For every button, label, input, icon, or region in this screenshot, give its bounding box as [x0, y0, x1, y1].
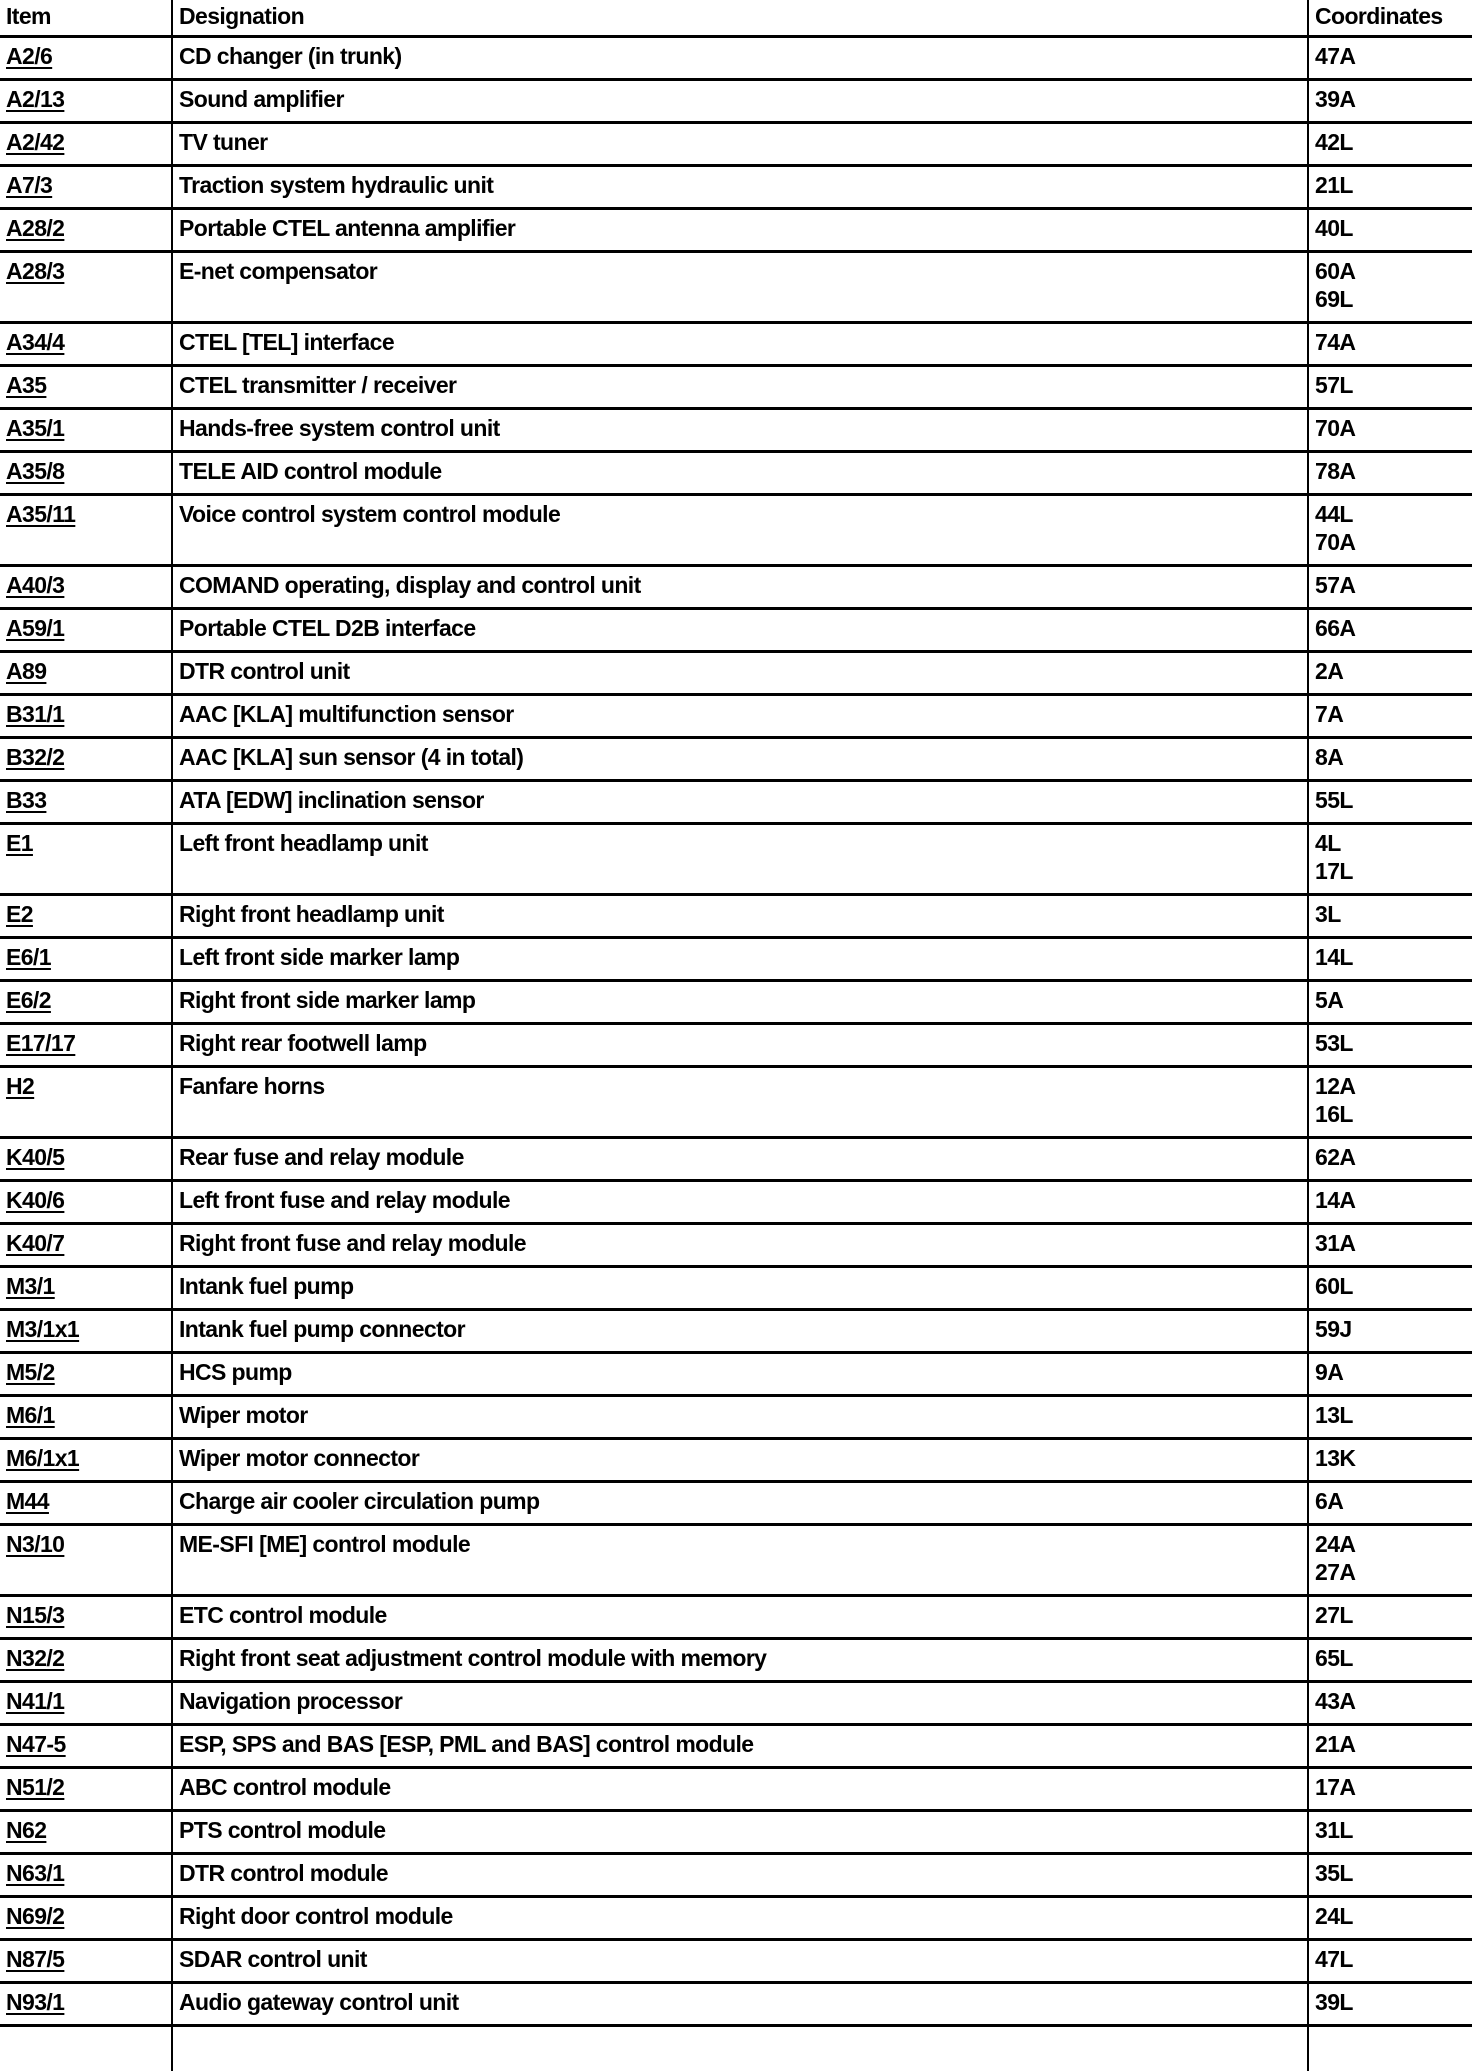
table-row — [0, 323, 1472, 366]
item-cell — [0, 1067, 172, 1138]
designation-cell: Wiper motor — [172, 1396, 1308, 1439]
item-link[interactable]: H2 — [6, 1073, 34, 1099]
table-row — [0, 1024, 1472, 1067]
coordinate-value: 6A — [1315, 1487, 1466, 1515]
item-link[interactable]: A40/3 — [6, 572, 64, 598]
item-cell — [0, 1525, 172, 1596]
designation-cell: Wiper motor connector — [172, 1439, 1308, 1482]
designation-cell: Left front side marker lamp — [172, 938, 1308, 981]
item-cell — [0, 1940, 172, 1983]
coordinates-cell — [1308, 824, 1472, 895]
table-row — [0, 781, 1472, 824]
table-row — [0, 1138, 1472, 1181]
designation-cell: Portable CTEL antenna amplifier — [172, 209, 1308, 252]
coordinates-cell — [1308, 37, 1472, 80]
item-cell — [0, 1596, 172, 1639]
coordinate-value: 4L — [1315, 829, 1466, 857]
coordinate-value: 57L — [1315, 371, 1466, 399]
item-cell — [0, 495, 172, 566]
header-item: Item — [0, 0, 172, 37]
empty-cell — [0, 2026, 172, 2071]
coordinate-value: 74A — [1315, 328, 1466, 356]
item-cell — [0, 1396, 172, 1439]
coordinates-cell — [1308, 1310, 1472, 1353]
item-cell — [0, 781, 172, 824]
coordinates-cell — [1308, 495, 1472, 566]
table-header — [0, 0, 1472, 37]
designation-cell: Right door control module — [172, 1897, 1308, 1940]
coordinate-value: 59J — [1315, 1315, 1466, 1343]
coordinates-cell — [1308, 1682, 1472, 1725]
item-link[interactable]: B32/2 — [6, 744, 64, 770]
table-row — [0, 895, 1472, 938]
coordinate-value: 43A — [1315, 1687, 1466, 1715]
item-cell — [0, 452, 172, 495]
header-coordinates: Coordinates — [1308, 0, 1472, 37]
coordinates-cell — [1308, 895, 1472, 938]
coordinate-value: 47A — [1315, 42, 1466, 70]
item-cell — [0, 609, 172, 652]
item-link[interactable]: N87/5 — [6, 1946, 64, 1972]
designation-cell: COMAND operating, display and control unit — [172, 566, 1308, 609]
coordinate-value: 60A — [1315, 257, 1466, 285]
table-row — [0, 1181, 1472, 1224]
table-row — [0, 452, 1472, 495]
coordinates-cell — [1308, 1639, 1472, 1682]
designation-cell: Sound amplifier — [172, 80, 1308, 123]
item-link[interactable]: N32/2 — [6, 1645, 64, 1671]
table-row — [0, 824, 1472, 895]
table-row — [0, 1310, 1472, 1353]
table-row — [0, 366, 1472, 409]
coordinates-cell — [1308, 1224, 1472, 1267]
item-cell — [0, 1854, 172, 1897]
designation-cell: Intank fuel pump connector — [172, 1310, 1308, 1353]
item-cell — [0, 652, 172, 695]
table-row — [0, 1639, 1472, 1682]
item-link[interactable]: N51/2 — [6, 1774, 64, 1800]
table-body — [0, 37, 1472, 2071]
item-cell — [0, 80, 172, 123]
item-cell — [0, 1138, 172, 1181]
coordinates-cell — [1308, 1525, 1472, 1596]
designation-cell: AAC [KLA] multifunction sensor — [172, 695, 1308, 738]
coordinates-cell — [1308, 1854, 1472, 1897]
item-cell — [0, 738, 172, 781]
table-row — [0, 409, 1472, 452]
table-row — [0, 209, 1472, 252]
designation-cell: ABC control module — [172, 1768, 1308, 1811]
coordinates-cell — [1308, 1353, 1472, 1396]
coordinates-cell — [1308, 1596, 1472, 1639]
item-link[interactable]: M5/2 — [6, 1359, 55, 1385]
designation-cell: Left front fuse and relay module — [172, 1181, 1308, 1224]
item-link[interactable]: N3/10 — [6, 1531, 64, 1557]
table-row — [0, 1682, 1472, 1725]
coordinates-cell — [1308, 1267, 1472, 1310]
item-link[interactable]: E1 — [6, 830, 33, 856]
coordinate-value: 17A — [1315, 1773, 1466, 1801]
empty-row — [0, 2026, 1472, 2071]
item-link[interactable]: M6/1 — [6, 1402, 55, 1428]
table-row — [0, 252, 1472, 323]
table-row — [0, 1854, 1472, 1897]
item-link[interactable]: K40/6 — [6, 1187, 64, 1213]
table-row — [0, 981, 1472, 1024]
item-cell — [0, 1224, 172, 1267]
table-row — [0, 609, 1472, 652]
table-row — [0, 1596, 1472, 1639]
item-link[interactable]: N69/2 — [6, 1903, 64, 1929]
item-cell — [0, 1353, 172, 1396]
item-cell — [0, 1310, 172, 1353]
item-cell — [0, 1768, 172, 1811]
item-cell — [0, 1181, 172, 1224]
coordinate-value: 8A — [1315, 743, 1466, 771]
item-link[interactable]: A2/42 — [6, 129, 64, 155]
item-link[interactable]: N15/3 — [6, 1602, 64, 1628]
coordinates-cell — [1308, 1725, 1472, 1768]
designation-cell: Intank fuel pump — [172, 1267, 1308, 1310]
coordinates-cell — [1308, 1024, 1472, 1067]
coordinate-value: 53L — [1315, 1029, 1466, 1057]
coordinates-cell — [1308, 1482, 1472, 1525]
header-designation: Designation — [172, 0, 1308, 37]
item-cell — [0, 938, 172, 981]
table-row — [0, 738, 1472, 781]
item-link[interactable]: A28/3 — [6, 258, 64, 284]
designation-cell: HCS pump — [172, 1353, 1308, 1396]
coordinate-value: 27A — [1315, 1558, 1466, 1586]
coordinates-cell — [1308, 695, 1472, 738]
item-link[interactable]: N62 — [6, 1817, 46, 1843]
coordinates-cell — [1308, 366, 1472, 409]
coordinate-value: 70A — [1315, 528, 1466, 556]
coordinates-cell — [1308, 1811, 1472, 1854]
table-row — [0, 1353, 1472, 1396]
table-row — [0, 1396, 1472, 1439]
coordinates-cell — [1308, 1940, 1472, 1983]
item-link[interactable]: A35/11 — [6, 501, 75, 527]
coordinate-value: 70A — [1315, 414, 1466, 442]
table-row — [0, 80, 1472, 123]
coordinates-cell — [1308, 409, 1472, 452]
coordinate-value: 44L — [1315, 500, 1466, 528]
coordinates-cell — [1308, 1439, 1472, 1482]
coordinate-value: 42L — [1315, 128, 1466, 156]
coordinate-value: 3L — [1315, 900, 1466, 928]
coordinates-cell — [1308, 1396, 1472, 1439]
item-link[interactable]: E17/17 — [6, 1030, 75, 1056]
designation-cell: Charge air cooler circulation pump — [172, 1482, 1308, 1525]
coordinates-cell — [1308, 252, 1472, 323]
table-row — [0, 1811, 1472, 1854]
item-cell — [0, 824, 172, 895]
designation-cell: ETC control module — [172, 1596, 1308, 1639]
table-row — [0, 1267, 1472, 1310]
coordinate-value: 78A — [1315, 457, 1466, 485]
item-link[interactable]: K40/7 — [6, 1230, 64, 1256]
table-row — [0, 938, 1472, 981]
item-link[interactable]: N63/1 — [6, 1860, 64, 1886]
designation-cell: Navigation processor — [172, 1682, 1308, 1725]
coordinate-value: 40L — [1315, 214, 1466, 242]
item-link[interactable]: E6/1 — [6, 944, 51, 970]
designation-cell: Traction system hydraulic unit — [172, 166, 1308, 209]
coordinate-value: 66A — [1315, 614, 1466, 642]
coordinates-cell — [1308, 652, 1472, 695]
coordinate-value: 39L — [1315, 1988, 1466, 2016]
coordinate-value: 35L — [1315, 1859, 1466, 1887]
designation-cell: Audio gateway control unit — [172, 1983, 1308, 2026]
designation-cell: Hands-free system control unit — [172, 409, 1308, 452]
coordinate-value: 2A — [1315, 657, 1466, 685]
designation-cell: ATA [EDW] inclination sensor — [172, 781, 1308, 824]
coordinates-cell — [1308, 323, 1472, 366]
table-row — [0, 1224, 1472, 1267]
item-link[interactable]: E2 — [6, 901, 33, 927]
designation-cell: ESP, SPS and BAS [ESP, PML and BAS] control module — [172, 1725, 1308, 1768]
item-link[interactable]: N47-5 — [6, 1731, 66, 1757]
coordinate-value: 57A — [1315, 571, 1466, 599]
item-cell — [0, 981, 172, 1024]
item-cell — [0, 323, 172, 366]
coordinate-value: 14L — [1315, 943, 1466, 971]
coordinate-value: 24L — [1315, 1902, 1466, 1930]
designation-cell: CTEL [TEL] interface — [172, 323, 1308, 366]
coordinates-cell — [1308, 781, 1472, 824]
item-cell — [0, 1811, 172, 1854]
item-link[interactable]: E6/2 — [6, 987, 51, 1013]
item-cell — [0, 566, 172, 609]
item-link[interactable]: A59/1 — [6, 615, 64, 641]
item-link[interactable]: M3/1 — [6, 1273, 55, 1299]
coordinates-cell — [1308, 566, 1472, 609]
designation-cell: Right front headlamp unit — [172, 895, 1308, 938]
item-cell — [0, 1482, 172, 1525]
coordinate-value: 9A — [1315, 1358, 1466, 1386]
item-cell — [0, 695, 172, 738]
coordinates-cell — [1308, 166, 1472, 209]
designation-cell: Right front side marker lamp — [172, 981, 1308, 1024]
table-row — [0, 1725, 1472, 1768]
coordinates-cell — [1308, 1181, 1472, 1224]
table-row — [0, 566, 1472, 609]
designation-cell: AAC [KLA] sun sensor (4 in total) — [172, 738, 1308, 781]
item-cell — [0, 1682, 172, 1725]
designation-cell: PTS control module — [172, 1811, 1308, 1854]
designation-cell: Rear fuse and relay module — [172, 1138, 1308, 1181]
coordinate-value: 21L — [1315, 171, 1466, 199]
coordinate-value: 69L — [1315, 285, 1466, 313]
designation-cell: DTR control unit — [172, 652, 1308, 695]
designation-cell: Right front seat adjustment control module with memory — [172, 1639, 1308, 1682]
item-link[interactable]: K40/5 — [6, 1144, 64, 1170]
designation-cell: CTEL transmitter / receiver — [172, 366, 1308, 409]
designation-cell: SDAR control unit — [172, 1940, 1308, 1983]
coordinate-value: 17L — [1315, 857, 1466, 885]
coordinates-cell — [1308, 1897, 1472, 1940]
coordinate-value: 24A — [1315, 1530, 1466, 1558]
coordinates-cell — [1308, 80, 1472, 123]
coordinates-cell — [1308, 123, 1472, 166]
coordinates-cell — [1308, 981, 1472, 1024]
designation-cell: Left front headlamp unit — [172, 824, 1308, 895]
table-row — [0, 1525, 1472, 1596]
designation-cell: Voice control system control module — [172, 495, 1308, 566]
item-link[interactable]: M44 — [6, 1488, 49, 1514]
item-cell — [0, 1024, 172, 1067]
coordinate-value: 5A — [1315, 986, 1466, 1014]
designation-cell: TV tuner — [172, 123, 1308, 166]
coordinates-cell — [1308, 1138, 1472, 1181]
coordinates-cell — [1308, 1983, 1472, 2026]
table-row — [0, 1940, 1472, 1983]
item-link[interactable]: A35 — [6, 372, 46, 398]
item-cell — [0, 1439, 172, 1482]
coordinates-cell — [1308, 938, 1472, 981]
coordinate-value: 13L — [1315, 1401, 1466, 1429]
coordinates-cell — [1308, 452, 1472, 495]
item-cell — [0, 895, 172, 938]
coordinate-value: 65L — [1315, 1644, 1466, 1672]
table-row — [0, 1067, 1472, 1138]
coordinate-value: 31A — [1315, 1229, 1466, 1257]
coordinate-value: 16L — [1315, 1100, 1466, 1128]
item-link[interactable]: A35/8 — [6, 458, 64, 484]
item-cell — [0, 409, 172, 452]
item-link[interactable]: N41/1 — [6, 1688, 64, 1714]
designation-cell: E-net compensator — [172, 252, 1308, 323]
coordinate-value: 21A — [1315, 1730, 1466, 1758]
item-link[interactable]: A2/6 — [6, 43, 52, 69]
table-row — [0, 695, 1472, 738]
coordinate-value: 13K — [1315, 1444, 1466, 1472]
empty-cell — [1308, 2026, 1472, 2071]
table-row — [0, 1768, 1472, 1811]
coordinate-value: 31L — [1315, 1816, 1466, 1844]
coordinate-value: 39A — [1315, 85, 1466, 113]
item-cell — [0, 1983, 172, 2026]
item-link[interactable]: A7/3 — [6, 172, 52, 198]
table-row — [0, 1897, 1472, 1940]
item-link[interactable]: A34/4 — [6, 329, 64, 355]
item-cell — [0, 1725, 172, 1768]
designation-cell: Right rear footwell lamp — [172, 1024, 1308, 1067]
designation-cell: CD changer (in trunk) — [172, 37, 1308, 80]
header-row — [0, 0, 1472, 37]
coordinate-value: 60L — [1315, 1272, 1466, 1300]
table-row — [0, 1983, 1472, 2026]
designation-cell: DTR control module — [172, 1854, 1308, 1897]
item-cell — [0, 252, 172, 323]
table-row — [0, 495, 1472, 566]
designation-cell: Fanfare horns — [172, 1067, 1308, 1138]
item-cell — [0, 366, 172, 409]
item-link[interactable]: B33 — [6, 787, 46, 813]
coordinate-value: 47L — [1315, 1945, 1466, 1973]
item-link[interactable]: A2/13 — [6, 86, 64, 112]
item-cell — [0, 37, 172, 80]
item-cell — [0, 123, 172, 166]
table-row — [0, 652, 1472, 695]
coordinate-value: 27L — [1315, 1601, 1466, 1629]
coordinates-cell — [1308, 1067, 1472, 1138]
item-cell — [0, 166, 172, 209]
table-row — [0, 166, 1472, 209]
table-row — [0, 37, 1472, 80]
coordinates-cell — [1308, 609, 1472, 652]
item-cell — [0, 1639, 172, 1682]
designation-cell: ME-SFI [ME] control module — [172, 1525, 1308, 1596]
designation-cell: Right front fuse and relay module — [172, 1224, 1308, 1267]
designation-cell: TELE AID control module — [172, 452, 1308, 495]
item-link[interactable]: M3/1x1 — [6, 1316, 79, 1342]
item-link[interactable]: M6/1x1 — [6, 1445, 79, 1471]
coordinate-value: 12A — [1315, 1072, 1466, 1100]
coordinates-cell — [1308, 1768, 1472, 1811]
coordinate-value: 55L — [1315, 786, 1466, 814]
item-cell — [0, 1267, 172, 1310]
table-row — [0, 1482, 1472, 1525]
item-link[interactable]: B31/1 — [6, 701, 64, 727]
item-cell — [0, 209, 172, 252]
coordinates-cell — [1308, 738, 1472, 781]
coordinates-cell — [1308, 209, 1472, 252]
empty-cell — [172, 2026, 1308, 2071]
item-cell — [0, 1897, 172, 1940]
coordinate-value: 7A — [1315, 700, 1466, 728]
item-link[interactable]: A28/2 — [6, 215, 64, 241]
table-row — [0, 123, 1472, 166]
table-row — [0, 1439, 1472, 1482]
item-link[interactable]: N93/1 — [6, 1989, 64, 2015]
coordinate-value: 14A — [1315, 1186, 1466, 1214]
coordinate-value: 62A — [1315, 1143, 1466, 1171]
item-link[interactable]: A35/1 — [6, 415, 64, 441]
item-link[interactable]: A89 — [6, 658, 46, 684]
designation-cell: Portable CTEL D2B interface — [172, 609, 1308, 652]
